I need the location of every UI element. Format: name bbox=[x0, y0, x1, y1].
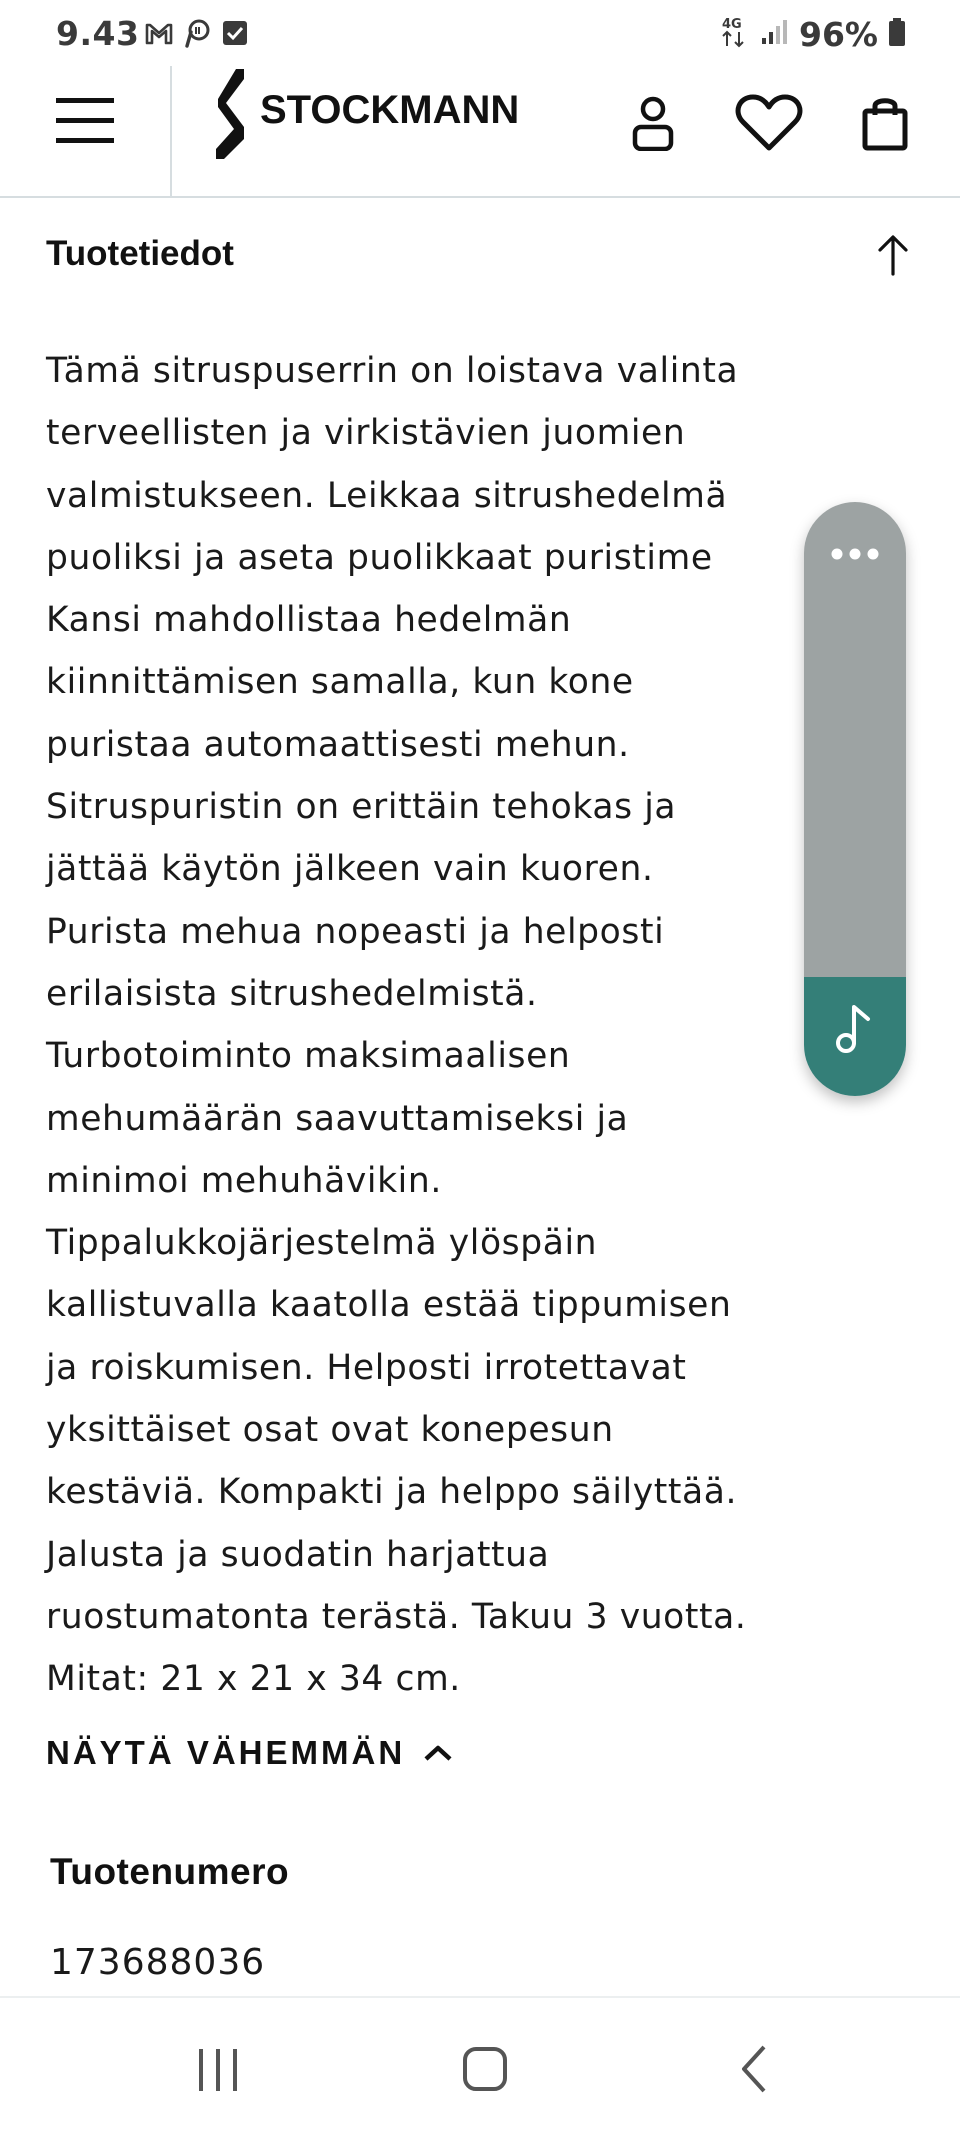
product-info-header[interactable] bbox=[0, 230, 960, 290]
music-note-icon bbox=[834, 1003, 876, 1055]
system-status bbox=[719, 14, 906, 54]
description-line: Turbotoiminto maksimaalisen bbox=[46, 1036, 571, 1077]
description-line: Tämä sitruspuserrin on loistava valinta bbox=[46, 351, 739, 391]
shopping-bag-icon bbox=[862, 95, 908, 151]
description-line: Mitat: 21 x 21 x 34 cm. bbox=[46, 1659, 461, 1700]
arrow-up-icon[interactable] bbox=[868, 230, 918, 280]
network-4g-icon bbox=[719, 14, 749, 54]
description-line: Tippalukkojärjestelmä ylöspäin bbox=[46, 1223, 598, 1264]
description-line: terveellisten ja virkistävien juomien bbox=[46, 413, 686, 454]
show-less-button[interactable] bbox=[46, 1734, 453, 1772]
stockmann-logo[interactable] bbox=[216, 66, 519, 162]
description-line: yksittäiset osat ovat konepesun bbox=[46, 1410, 614, 1451]
p-app-icon bbox=[182, 18, 212, 48]
site-header bbox=[0, 66, 960, 198]
notification-icons bbox=[144, 18, 250, 48]
back-button[interactable] bbox=[720, 2034, 790, 2104]
gmail-icon bbox=[144, 18, 174, 48]
status-bar bbox=[0, 0, 960, 66]
description-line: jättää käytön jälkeen vain kuoren. bbox=[46, 849, 654, 890]
cart-button[interactable] bbox=[850, 88, 920, 158]
description-line: minimoi mehuhävikin. bbox=[46, 1160, 442, 1201]
recents-button[interactable] bbox=[183, 2034, 253, 2104]
product-number-label: Tuotenumero bbox=[50, 1851, 290, 1892]
home-button[interactable] bbox=[450, 2034, 520, 2104]
home-icon bbox=[460, 2044, 510, 2094]
menu-button[interactable] bbox=[56, 90, 116, 152]
product-number-value: 173688036 bbox=[50, 1942, 266, 1983]
floating-media-widget[interactable] bbox=[804, 502, 906, 1096]
description-line: kiinnittämisen samalla, kun kone bbox=[46, 662, 634, 703]
battery-percentage: 96% bbox=[799, 14, 878, 54]
description-line: Purista mehua nopeasti ja helposti bbox=[46, 911, 665, 952]
description-line: kestäviä. Kompakti ja helppo säilyttää. bbox=[46, 1472, 738, 1513]
widget-music-button[interactable] bbox=[804, 977, 906, 1096]
description-line: ruostumatonta terästä. Takuu 3 vuotta. bbox=[46, 1596, 747, 1637]
description-line: puoliksi ja aseta puolikkaat puristime bbox=[46, 537, 713, 578]
description-line: kallistuvalla kaatolla estää tippumisen bbox=[46, 1285, 732, 1326]
description-line: mehumäärän saavuttamiseksi ja bbox=[46, 1098, 629, 1139]
product-description bbox=[46, 340, 866, 1711]
signal-icon bbox=[759, 17, 789, 51]
description-line: ja roiskumisen. Helposti irrotettavat bbox=[46, 1347, 687, 1388]
stockmann-s-icon bbox=[216, 69, 246, 159]
wishlist-button[interactable] bbox=[734, 88, 804, 158]
header-divider bbox=[170, 66, 172, 196]
back-icon bbox=[730, 2044, 780, 2094]
status-time: 9.43 bbox=[56, 14, 140, 53]
widget-drag-handle[interactable] bbox=[804, 502, 906, 977]
battery-icon bbox=[888, 17, 906, 51]
description-line: valmistukseen. Leikkaa sitrushedelmä bbox=[46, 475, 728, 516]
heart-icon bbox=[735, 94, 803, 152]
check-square-icon bbox=[220, 18, 250, 48]
recents-icon bbox=[193, 2044, 243, 2094]
description-line: puristaa automaattisesti mehun. bbox=[46, 724, 630, 765]
brand-name: STOCKMANN bbox=[260, 87, 520, 132]
account-button[interactable] bbox=[618, 88, 688, 158]
section-title: Tuotetiedot bbox=[46, 234, 234, 273]
menu-icon bbox=[56, 90, 116, 152]
svg-text:4G: 4G bbox=[722, 17, 742, 32]
account-icon bbox=[631, 95, 675, 151]
description-line: Sitruspuristin on erittäin tehokas ja bbox=[46, 787, 677, 828]
chevron-up-icon bbox=[423, 1743, 453, 1763]
show-less-label: NÄYTÄ VÄHEMMÄN bbox=[46, 1734, 406, 1771]
more-dots-icon[interactable] bbox=[830, 544, 880, 564]
description-line: Kansi mahdollistaa hedelmän bbox=[46, 600, 572, 641]
description-line: Jalusta ja suodatin harjattua bbox=[46, 1534, 550, 1575]
description-line: erilaisista sitrushedelmistä. bbox=[46, 973, 538, 1014]
system-nav-bar bbox=[0, 1996, 960, 2135]
